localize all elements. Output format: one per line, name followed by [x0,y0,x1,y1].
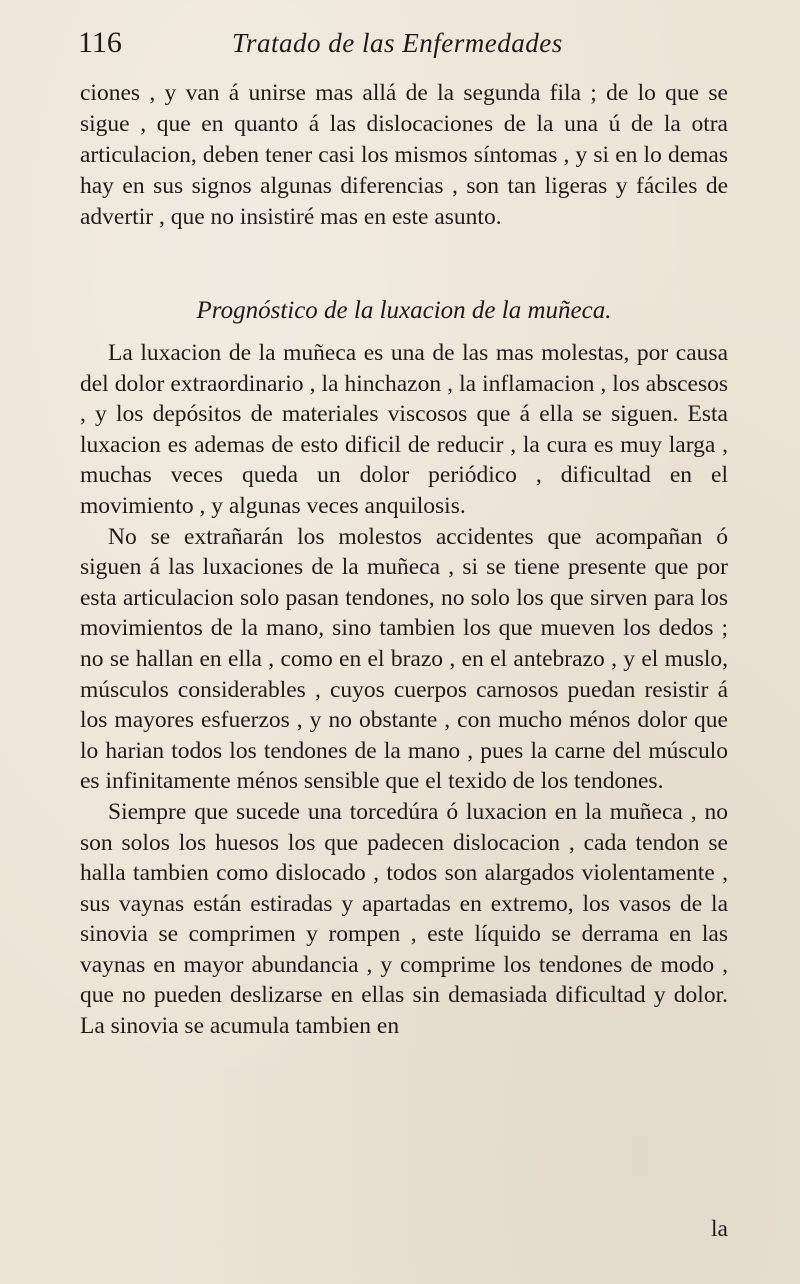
paragraph: Siempre que sucede una torcedúra ó luxacion en la muñeca , no son solos los huesos los que padecen dislocacion , cada tendon se halla tambien como dislocado , todos son alargados violentamente , sus vaynas están estiradas y apartadas en extremo, los vasos de la sinovia se comprimen y rompen , este líquido se derrama en las vaynas en mayor abundancia , y comprime los tendones de modo , que no pueden deslizarse en ellas sin demasiada dificultad y dolor. La sinovia se acumula tambien en [80,798,728,1040]
section-heading: Prognóstico de la luxacion de la muñeca. [196,297,612,324]
catchword: la [711,1216,728,1242]
paragraph: No se extrañarán los molestos accidentes que acompañan ó siguen á las luxaciones de la muñeca , si se tiene presente que por esta articulacion solo pasan tendones, no solo los que sirven para los movimientos de la mano, sino tambien los que mueven los dedos ; no se hallan en ella , como en el brazo , en el antebrazo , y el muslo, músculos considerables , cuyos cuerpos carnosos puedan resistir á los mayores esfuerzos , y no obstante , con mucho ménos dolor que lo harian todos los tendones de la mano , pues la carne del músculo es infinitamente ménos sensible que el texido de los tendones. [80,523,728,795]
section-body [80,338,728,1042]
running-title: Tratado de las Enfermedades [232,28,563,58]
continuation-paragraph: ciones , y van á unirse mas allá de la segunda fila ; de lo que se sigue , que en quanto á las dislocaciones de la una ú de la otra articulacion, deben tener casi los mismos síntomas , y si en lo demas hay en sus signos algunas diferencias , son tan ligeras y fáciles de advertir , que no insistiré mas en este asunto. [80,80,728,230]
page-number: 116 [78,26,122,59]
paragraph: La luxacion de la muñeca es una de las mas molestas, por causa del dolor extraordinario , la hinchazon , la inflamacion , los abscesos , y los depósitos de materiales viscosos que á ella se siguen. Esta luxacion es ademas de esto dificil de reducir , la cura es muy larga , muchas veces queda un dolor periódico , dificultad en el movimiento , y algunas veces anquilosis. [80,340,728,519]
page-header [78,26,740,66]
